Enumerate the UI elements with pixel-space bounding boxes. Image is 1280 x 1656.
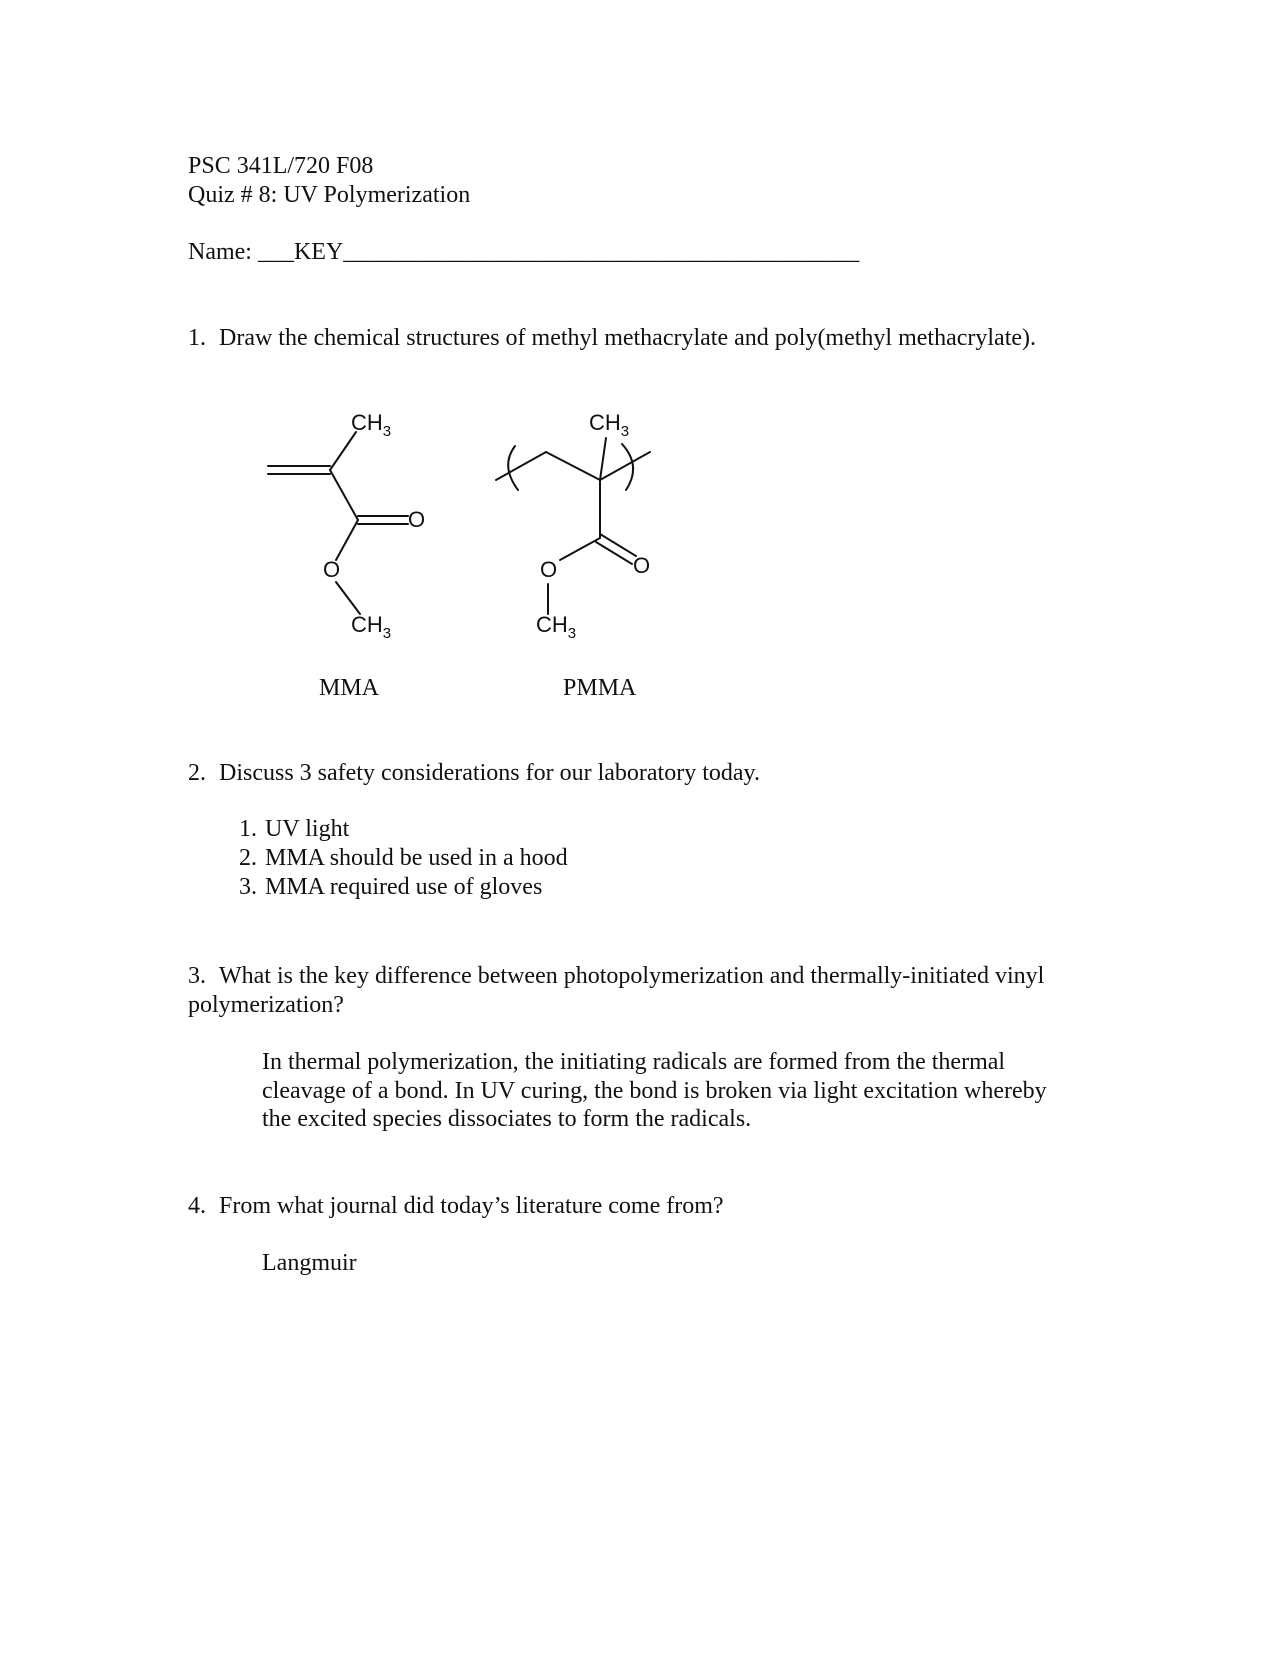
pmma-carbonyl-oxygen: O (633, 553, 651, 578)
question-2-number: 2. (188, 760, 206, 786)
question-4-answer: Langmuir (262, 1250, 357, 1276)
question-3-text-line1: What is the key difference between photopolymerization and thermally-initiated vinyl (219, 963, 1045, 989)
mma-carbonyl-oxygen: O (408, 507, 426, 532)
question-3-answer-line1: In thermal polymerization, the initiating radicals are formed from the thermal (262, 1049, 1006, 1075)
pmma-carbonyl-bond-b (596, 542, 632, 564)
chemical-structures-diagram (0, 0, 1280, 760)
mma-bond-to-carbonyl-c (330, 470, 358, 520)
question-3-answer-line3: the excited species dissociates to form the radicals. (262, 1106, 752, 1132)
safety-answer-list (233, 815, 833, 902)
mma-ch3-top: $CH_3$ (351, 410, 392, 440)
mma-structure (268, 432, 408, 614)
question-4-number: 4. (188, 1193, 206, 1219)
name-line: Name: ___KEY___________________________________________ (188, 239, 860, 265)
mma-bond-o-to-ch3 (336, 582, 360, 614)
pmma-carbonyl-bond-a (600, 534, 636, 556)
pmma-ch3-bottom: $CH_3$ (536, 612, 577, 642)
question-1-text: Draw the chemical structures of methyl methacrylate and poly(methyl methacrylate). (219, 325, 1037, 351)
question-2-text: Discuss 3 safety considerations for our laboratory today. (219, 760, 760, 786)
pmma-backbone-left (496, 452, 546, 480)
safety-answer-3: 3. MMA required use of gloves (263, 873, 833, 902)
mma-ch3-bottom: $CH_3$ (351, 612, 392, 642)
safety-answer-1: 1. UV light (263, 815, 833, 844)
mma-label: MMA (319, 675, 380, 701)
mma-ester-oxygen: O (323, 557, 341, 582)
pmma-bond-to-ester-o (560, 538, 600, 560)
question-1-number: 1. (188, 325, 206, 351)
pmma-backbone-right (600, 452, 650, 480)
pmma-backbone-mid (546, 452, 600, 480)
pmma-bond-to-ch3 (600, 438, 606, 480)
question-3-number: 3. (188, 963, 206, 989)
pmma-ester-oxygen: O (540, 557, 558, 582)
mma-bond-to-ester-o (336, 520, 358, 560)
quiz-title: Quiz # 8: UV Polymerization (188, 182, 471, 208)
question-3-answer-line2: cleavage of a bond. In UV curing, the bond is broken via light excitation whereby (262, 1078, 1047, 1104)
safety-answer-2: 2. MMA should be used in a hood (263, 844, 833, 873)
course-code: PSC 341L/720 F08 (188, 153, 374, 179)
pmma-label: PMMA (563, 675, 637, 701)
question-4-text: From what journal did today’s literature come from? (219, 1193, 724, 1219)
question-3-text-line2: polymerization? (188, 992, 344, 1018)
pmma-ch3-top: $CH_3$ (589, 410, 630, 440)
pmma-structure (496, 438, 650, 614)
